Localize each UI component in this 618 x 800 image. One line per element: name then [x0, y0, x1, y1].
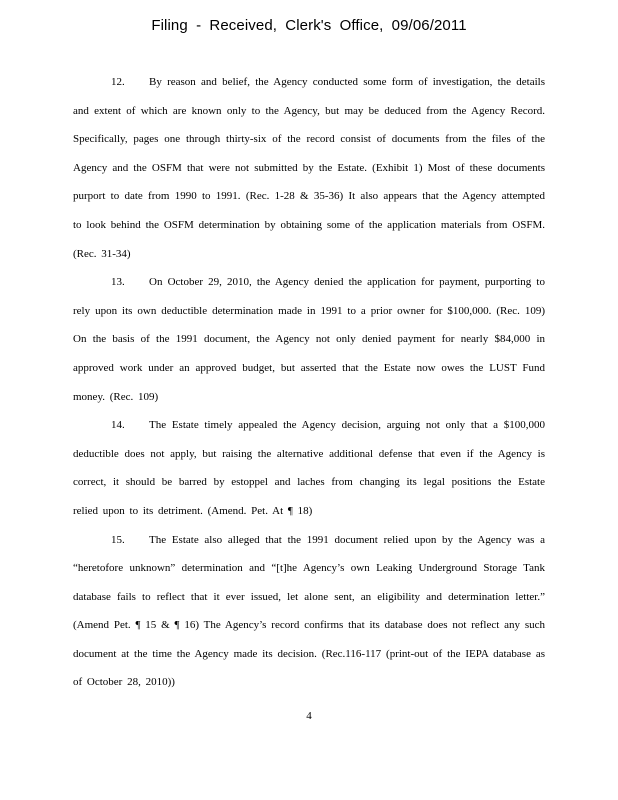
paragraph-number: 13. [111, 276, 125, 289]
paragraph-12 [73, 68, 545, 268]
paragraph-number: 12. [111, 76, 125, 88]
paragraph-text: On October 29, 2010, the Agency denied the application for payment, purporting to rely upon its own deductible determination made in 1991 to a prior owner for $100,000. (Rec. 109) On the basis of the 1991 document, the Agency not only denied payment for nearly $84,000 in approved work under an approved budget, but asserted that the Estate now owes the LUST Fund money. (Rec. 109) [73, 276, 545, 403]
paragraph-14 [73, 411, 545, 525]
page-number: 4 [306, 710, 312, 722]
paragraph-text: The Estate timely appealed the Agency decision, arguing not only that a $100,000 deductible does not apply, but raising the alternative additional defense that even if the Agency is correct, it should be barred by estoppel and laches from changing its legal positions the Estate relied upon to its detriment. (Amend. Pet. At ¶ 18) [73, 419, 545, 517]
filing-header: Filing - Received, Clerk's Office, 09/06/2011 [151, 17, 467, 34]
paragraph-text: The Estate also alleged that the 1991 document relied upon by the Agency was a “heretofore unknown” determination and “[t]he Agency’s own Leaking Underground Storage Tank database fails to reflect that it ever issued, let alone sent, an eligibility and determination letter.” (Amend Pet. ¶ 15 & ¶ 16) The Agency’s record confirms that its database does not reflect any such document at the time the Agency made its decision. (Rec.116-117 (print-out of the IEPA database as of October 28, 2010)) [73, 533, 545, 689]
paragraph-number: 15. [111, 533, 125, 546]
paragraph-number: 14. [111, 419, 125, 432]
paragraph-15 [73, 526, 545, 698]
paragraph-text: By reason and belief, the Agency conducted some form of investigation, the details and extent of which are known only to the Agency, but may be deduced from the Agency Record. Specifically, pages one through thirty-six of the record consist of documents from the files of the Agency and the OSFM that were not submitted by the Estate. (Exhibit 1) Most of these documents purport to date from 1990 to 1991. (Rec. 1-28 & 35-36) It also appears that the Agency attempted to look behind the OSFM determination by obtaining some of the application materials from OSFM. (Rec. 31-34) [73, 76, 545, 260]
document-body [73, 68, 545, 697]
paragraph-13 [73, 268, 545, 411]
